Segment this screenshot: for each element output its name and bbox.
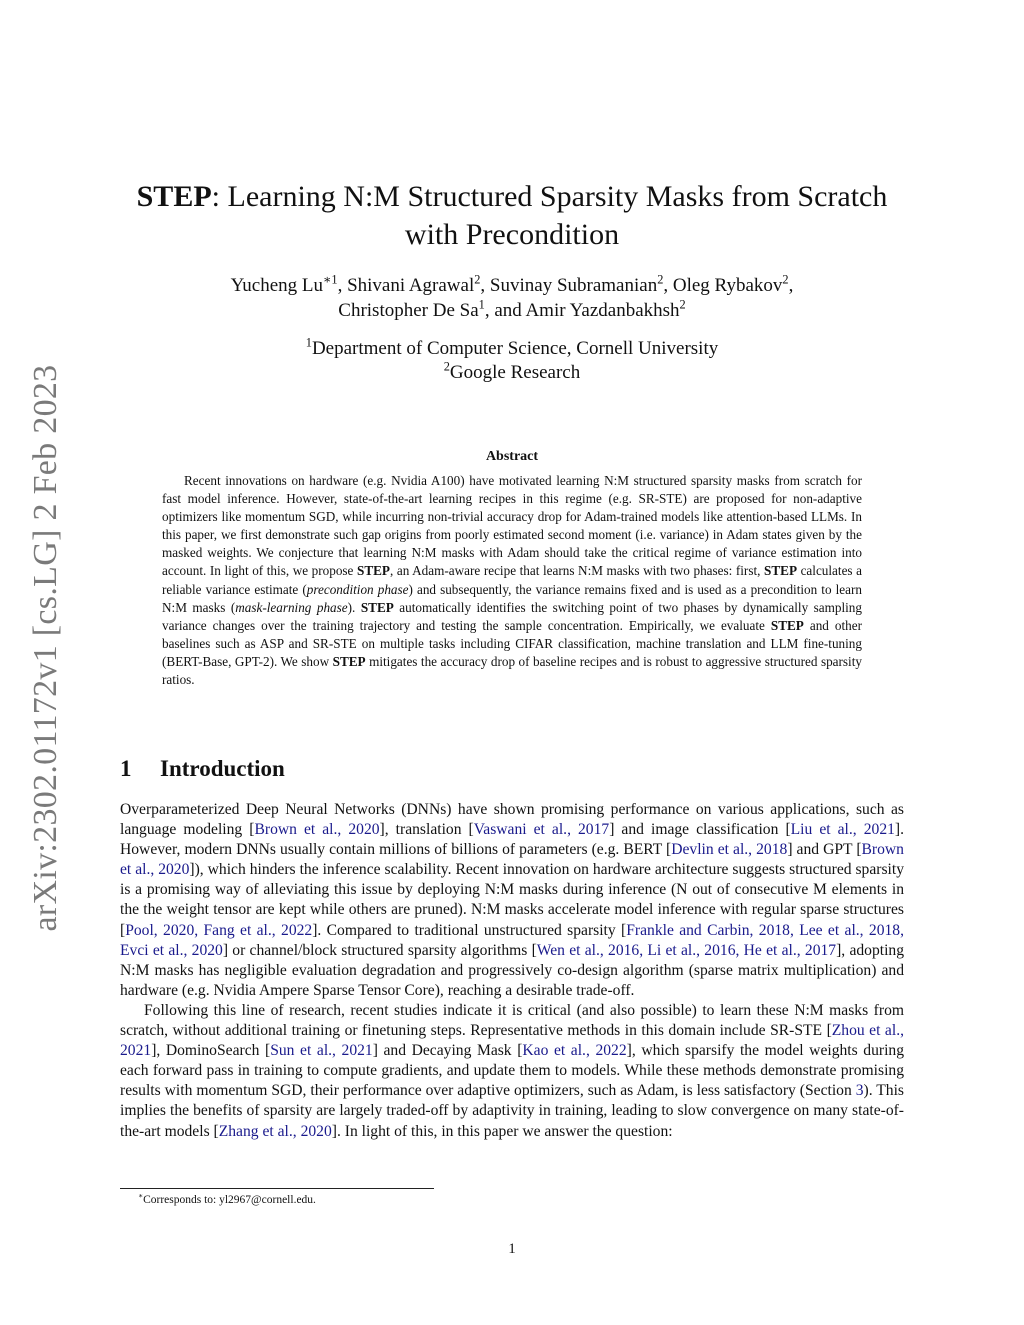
citation-link[interactable]: Kao et al., 2022 [522,1042,627,1060]
title-line1-rest: : Learning N:M Structured Sparsity Masks from Scratch [211,180,888,213]
arxiv-identifier-text: arXiv:2302.01172v1 [cs.LG] 2 Feb 2023 [27,364,64,932]
author-name: Christopher De Sa [338,300,479,321]
author-affil-mark: 1 [478,297,485,312]
citation-link[interactable]: Sun et al., 2021 [270,1042,373,1060]
citation-link[interactable]: Vaswani et al., 2017 [473,821,610,839]
footnote [138,1193,316,1208]
section-heading-introduction [120,756,285,782]
footnote-rule [120,1188,434,1189]
citation-link[interactable]: Liu et al., 2021 [790,821,895,839]
footnote-mark: ∗ [138,1191,144,1201]
author-name: , Suvinay Subramanian [480,275,658,296]
citation-link[interactable]: Zhou et al., 2021 [120,1022,904,1060]
author-list [120,273,904,323]
author-name: , Shivani Agrawal [337,275,475,296]
author-affil-mark: 2 [657,272,664,287]
intro-paragraph-2: Following this line of research, recent studies indicate it is critical (and also possible) to learn these N:M masks from scratch, without additional training or finetuning steps. Representative methods in this domain include SR-STE [Zhou et al., 2021], DominoSearch [Sun et al., 2021] and Decaying Mask [Kao et al., 2022], which sparsify the model weights during each forward pass in training to compute gradients, and update them to models. While these methods demonstrate promising results with momentum SGD, their performance over adaptive optimizers, such as Adam, is less satisfactory (Section 3). This implies the benefits of sparsity are largely traded-off by adaptivity in training, leading to slow convergence on many state-of-the-art models [Zhang et al., 2020]. In light of this, in this paper we answer the question: [120,1001,904,1140]
affiliation-list [120,337,904,385]
page-number: 1 [508,1241,516,1257]
author-name: , and Amir Yazdanbakhsh [484,300,680,321]
abstract-heading: Abstract [485,449,539,464]
intro-paragraph-1: Overparameterized Deep Neural Networks (DNNs) have shown promising performance on various applications, such as language modeling [Brown et al., 2020], translation [Vaswani et al., 2017] and image classification [Liu et al., 2021]. However, modern DNNs usually contain millions of billions of parameters (e.g. BERT [Devlin et al., 2018] and GPT [Brown et al., 2020]), which hinders the inference scalability. Recent innovation on hardware architecture suggests structured sparsity is a promising way of alleviating this issue by deploying N:M masks during inference (N out of consecutive M elements in the the weight tensor are kept while others are pruned). N:M masks accelerate model inference with regular sparse structures [Pool, 2020, Fang et al., 2022]. Compared to traditional unstructured sparsity [Frankle and Carbin, 2018, Lee et al., 2018, Evci et al., 2020] or channel/block structured sparsity algorithms [Wen et al., 2016, Li et al., 2016, He et al., 2017], adopting N:M masks has negligible evaluation degradation and progressively co-design algorithm (sparse matrix multiplication) and hardware (e.g. Nvidia Ampere Sparse Tensor Core), reaching a desirable trade-off. [120,801,905,999]
citation-link[interactable]: Zhang et al., 2020 [218,1122,332,1140]
section-title: Introduction [160,756,285,781]
citation-link[interactable]: Brown et al., 2020 [254,821,380,839]
section-ref-link[interactable]: 3 [855,1082,864,1100]
citation-link[interactable]: Brown et al., 2020 [120,841,904,879]
abstract-paragraph: Recent innovations on hardware (e.g. Nvidia A100) have motivated learning N:M structured sparsity masks from scratch for fast model inference. However, state-of-the-art learning recipes in this regime (e.g. SR-STE) are proposed for non-adaptive optimizers like momentum SGD, while incurring non-trivial accuracy drop for Adam-trained models like attention-based LLMs. In this paper, we first demonstrate such gap origins from poorly estimated second moment (i.e. variance) in Adam states given by the masked weights. We conjecture that learning N:M masks with Adam should take the critical regime of variance estimation into account. In light of this, we propose STEP, an Adam-aware recipe that learns N:M masks with two phases: first, STEP calculates a reliable variance estimate (precondition phase) and subsequently, the variance remains fixed and is used as a precondition to learn N:M masks (mask-learning phase). STEP automatically identifies the switching point of two phases by dynamically sampling variance changes over the training trajectory and testing the sample concentration. Empirically, we evaluate STEP and other baselines such as ASP and SR-STE on multiple tasks including CIFAR classification, machine translation and LLM fine-tuning (BERT-Base, GPT-2). We show STEP mitigates the accuracy drop of baseline recipes and is robust to aggressive structured sparsity ratios. [162,473,862,688]
affiliation-1 [120,337,904,361]
author-affil-mark: ∗1 [323,272,338,287]
citation-link[interactable]: Pool, 2020, Fang et al., 2022 [125,921,313,939]
author-affil-mark: 2 [782,272,789,287]
author-name: Yucheng Lu [230,275,323,296]
affiliation-2 [120,361,904,385]
title-line2: with Precondition [404,218,620,251]
footnote-text: Corresponds to: yl2967@cornell.edu. [143,1194,316,1206]
abstract-body [162,472,862,689]
author-name: , Oleg Rybakov [663,275,783,296]
author-affil-mark: 2 [474,272,481,287]
author-separator: , [788,275,794,296]
citation-link[interactable]: Wen et al., 2016, Li et al., 2016, He et al., 2017 [536,941,837,959]
affiliation-mark: 1 [305,335,312,350]
introduction-body [120,800,904,1142]
section-number: 1 [120,756,132,781]
citation-link[interactable]: Devlin et al., 2018 [671,841,788,859]
affiliation-text: Google Research [449,362,581,383]
affiliation-text: Department of Computer Science, Cornell University [311,338,719,359]
paper-title [120,178,904,254]
affiliation-mark: 2 [443,359,450,374]
title-method-name: STEP [136,180,212,213]
citation-link[interactable]: Frankle and Carbin, 2018, Lee et al., 2018, Evci et al., 2020 [120,921,905,959]
author-affil-mark: 2 [679,297,686,312]
